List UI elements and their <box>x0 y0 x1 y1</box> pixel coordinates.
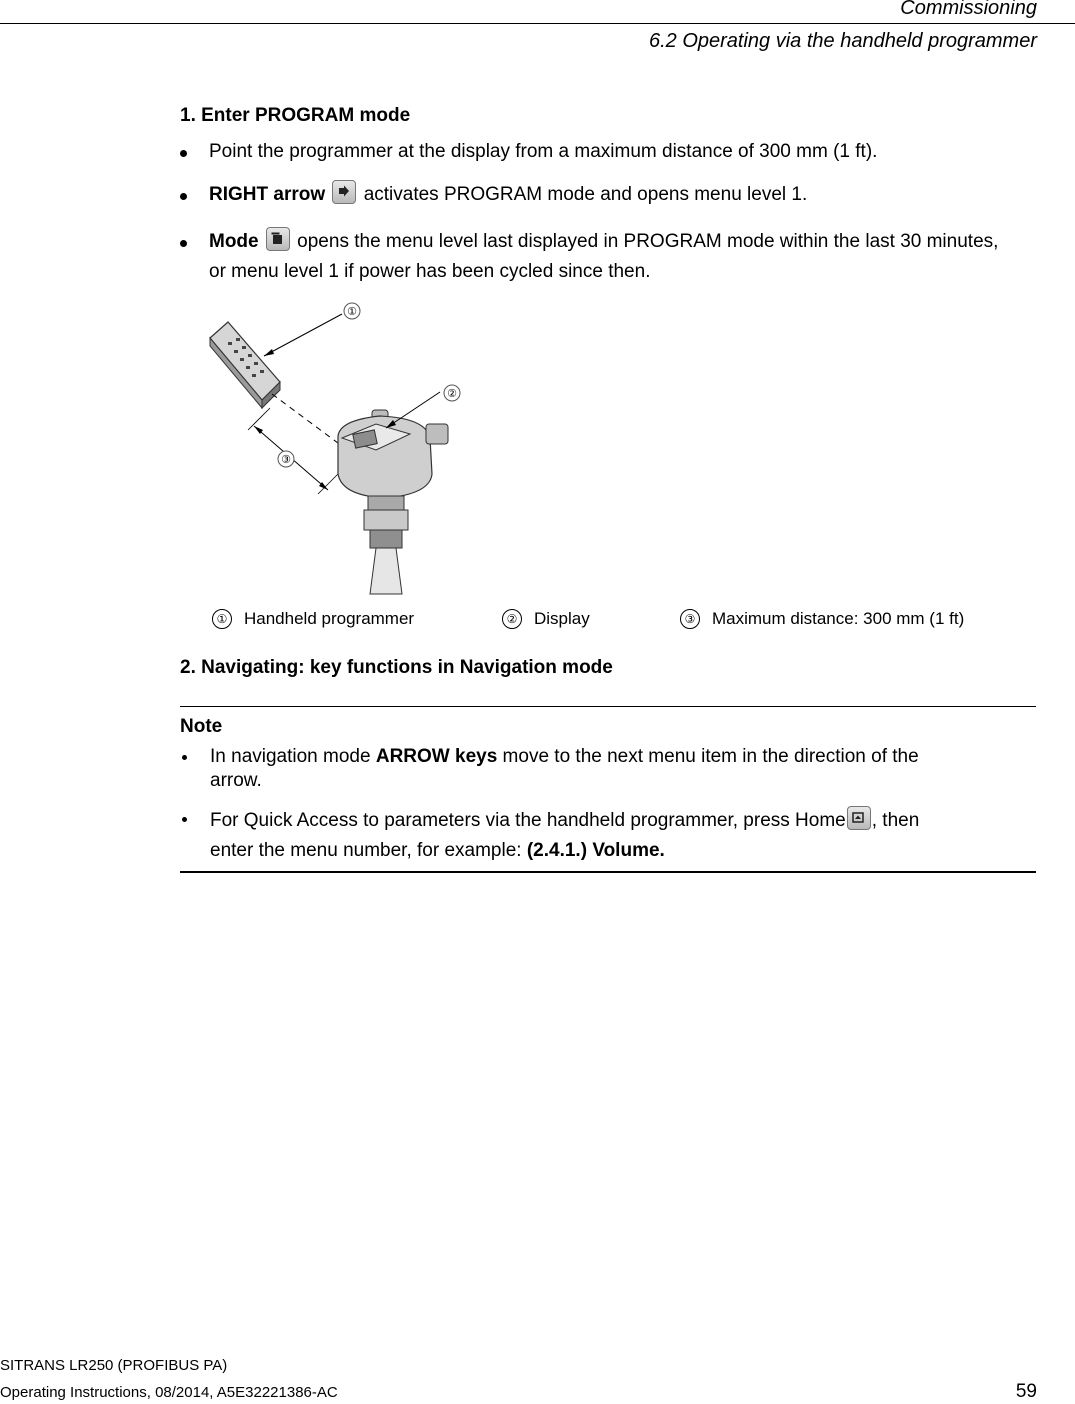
right-arrow-key-label: RIGHT arrow <box>209 184 326 205</box>
mode-key-icon <box>266 227 290 251</box>
bullet-dot <box>180 240 187 247</box>
callout-2: ② <box>447 388 457 400</box>
header-chapter: Commissioning <box>900 0 1037 19</box>
note-bottom-rule <box>180 871 1036 873</box>
note-item-1: In navigation mode ARROW keys move to the next menu item in the direction of the arrow. <box>180 744 1030 798</box>
page-number: 59 <box>1015 1381 1037 1402</box>
note-item-2: For Quick Access to parameters via the handheld programmer, press Home , then enter the menu number, for example: (2.4.1.) Volume. <box>180 806 1030 866</box>
arrow-keys-label: ARROW keys <box>375 746 498 767</box>
handheld-programmer-illustration <box>210 322 280 408</box>
callout-1: ① <box>347 306 357 318</box>
callout-3: ③ <box>281 454 291 466</box>
header-section: 6.2 Operating via the handheld programmer <box>648 30 1037 52</box>
legend-item-2: ② Display <box>502 608 590 630</box>
step2-title: 2. Navigating: key functions in Navigation mode <box>180 657 613 678</box>
mode-key-label: Mode <box>209 231 259 252</box>
bullet-dot <box>180 193 187 200</box>
home-key-icon <box>847 806 871 830</box>
legend-item-3: ③ Maximum distance: 300 mm (1 ft) <box>680 608 964 630</box>
header-rule <box>0 23 1075 24</box>
note-title: Note <box>180 716 223 737</box>
step1-bullet-2: RIGHT arrow activates PROGRAM mode and opens menu level 1. <box>180 180 1060 210</box>
step1-bullet-1: Point the programmer at the display from a maximum distance of 300 mm (1 ft). <box>180 137 1060 167</box>
footer-document: Operating Instructions, 08/2014, A5E32221386-AC <box>0 1384 338 1401</box>
bullet-dot <box>182 755 187 760</box>
example-menu-number: (2.4.1.) Volume. <box>526 840 665 861</box>
bullet-dot <box>180 150 187 157</box>
note-top-rule <box>180 706 1036 707</box>
step1-bullet-3: Mode opens the menu level last displayed in PROGRAM mode within the last 30 minutes, or menu level 1 if power has been cycled since then. <box>180 227 1070 287</box>
programmer-figure <box>200 298 470 598</box>
bullet-dot <box>182 817 187 822</box>
footer-product: SITRANS LR250 (PROFIBUS PA) <box>0 1357 228 1374</box>
step1-title: 1. Enter PROGRAM mode <box>180 105 411 126</box>
transmitter-illustration <box>338 410 448 594</box>
legend-item-1: ① Handheld programmer <box>212 608 414 630</box>
right-arrow-key-icon <box>332 180 356 204</box>
